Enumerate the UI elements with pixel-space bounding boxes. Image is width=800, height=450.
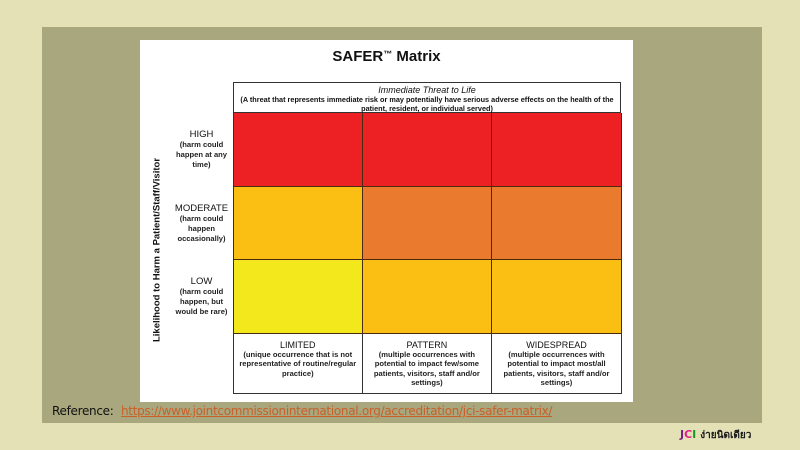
header-title: Immediate Threat to Life bbox=[378, 85, 476, 95]
reference-label: Reference: bbox=[52, 404, 114, 418]
matrix-grid bbox=[233, 113, 622, 394]
cell-high-widespread bbox=[492, 113, 622, 187]
column-label-widespread bbox=[492, 334, 622, 394]
matrix-row-moderate bbox=[233, 187, 622, 261]
cell-high-pattern bbox=[363, 113, 493, 187]
cell-low-limited bbox=[233, 260, 363, 334]
y-axis-label: Likelihood to Harm a Patient/Staff/Visitor bbox=[151, 157, 163, 343]
brand-logo bbox=[680, 428, 751, 443]
row-label-high bbox=[170, 113, 233, 187]
row-labels bbox=[170, 113, 233, 334]
threat-header bbox=[233, 82, 621, 113]
brand-tagline: ง่ายนิดเดียว bbox=[700, 430, 752, 441]
column-label-title: PATTERN bbox=[406, 339, 448, 350]
cell-low-pattern bbox=[363, 260, 493, 334]
row-label-low bbox=[170, 260, 233, 334]
row-label-moderate bbox=[170, 187, 233, 261]
safer-matrix-figure bbox=[140, 40, 633, 402]
brand-letter-c: C bbox=[684, 428, 693, 441]
title-text: SAFER bbox=[332, 48, 384, 65]
column-label-pattern bbox=[363, 334, 493, 394]
cell-moderate-widespread bbox=[492, 187, 622, 261]
column-label-description: (multiple occurrences with potential to impact most/all patients, visitors, staff and/or settings) bbox=[503, 349, 610, 387]
trademark: ™ bbox=[383, 49, 393, 59]
column-label-title: LIMITED bbox=[280, 339, 316, 350]
column-label-description: (multiple occurrences with potential to impact few/some patients, visitors, staff and/or settings) bbox=[373, 349, 480, 387]
cell-low-widespread bbox=[492, 260, 622, 334]
row-label-title: LOW bbox=[190, 276, 213, 288]
header-description: (A threat that represents immediate risk or may potentially have serious adverse effects on the health of the patient, resident, or individual served) bbox=[240, 95, 614, 113]
column-label-limited bbox=[233, 334, 363, 394]
column-label-description: (unique occurrence that is not representative of routine/regular practice) bbox=[239, 349, 357, 378]
brand-letter-j: J bbox=[680, 428, 685, 441]
column-label-title: WIDESPREAD bbox=[526, 339, 587, 350]
title-suffix: Matrix bbox=[392, 48, 441, 65]
row-label-description: (harm could happen, but would be rare) bbox=[175, 287, 228, 317]
matrix-title bbox=[140, 48, 633, 65]
row-label-description: (harm could happen at any time) bbox=[175, 140, 228, 170]
cell-moderate-limited bbox=[233, 187, 363, 261]
row-label-title: HIGH bbox=[189, 129, 214, 141]
cell-moderate-pattern bbox=[363, 187, 493, 261]
matrix-row-low bbox=[233, 260, 622, 334]
reference-line bbox=[52, 404, 552, 418]
cell-high-limited bbox=[233, 113, 363, 187]
column-labels bbox=[233, 334, 622, 394]
brand-letter-i: I bbox=[692, 428, 697, 441]
matrix-row-high bbox=[233, 113, 622, 187]
reference-link[interactable]: https://www.jointcommissioninternational.org/accreditation/jci-safer-matrix/ bbox=[121, 404, 553, 418]
row-label-description: (harm could happen occasionally) bbox=[177, 213, 226, 243]
row-label-title: MODERATE bbox=[174, 202, 229, 214]
